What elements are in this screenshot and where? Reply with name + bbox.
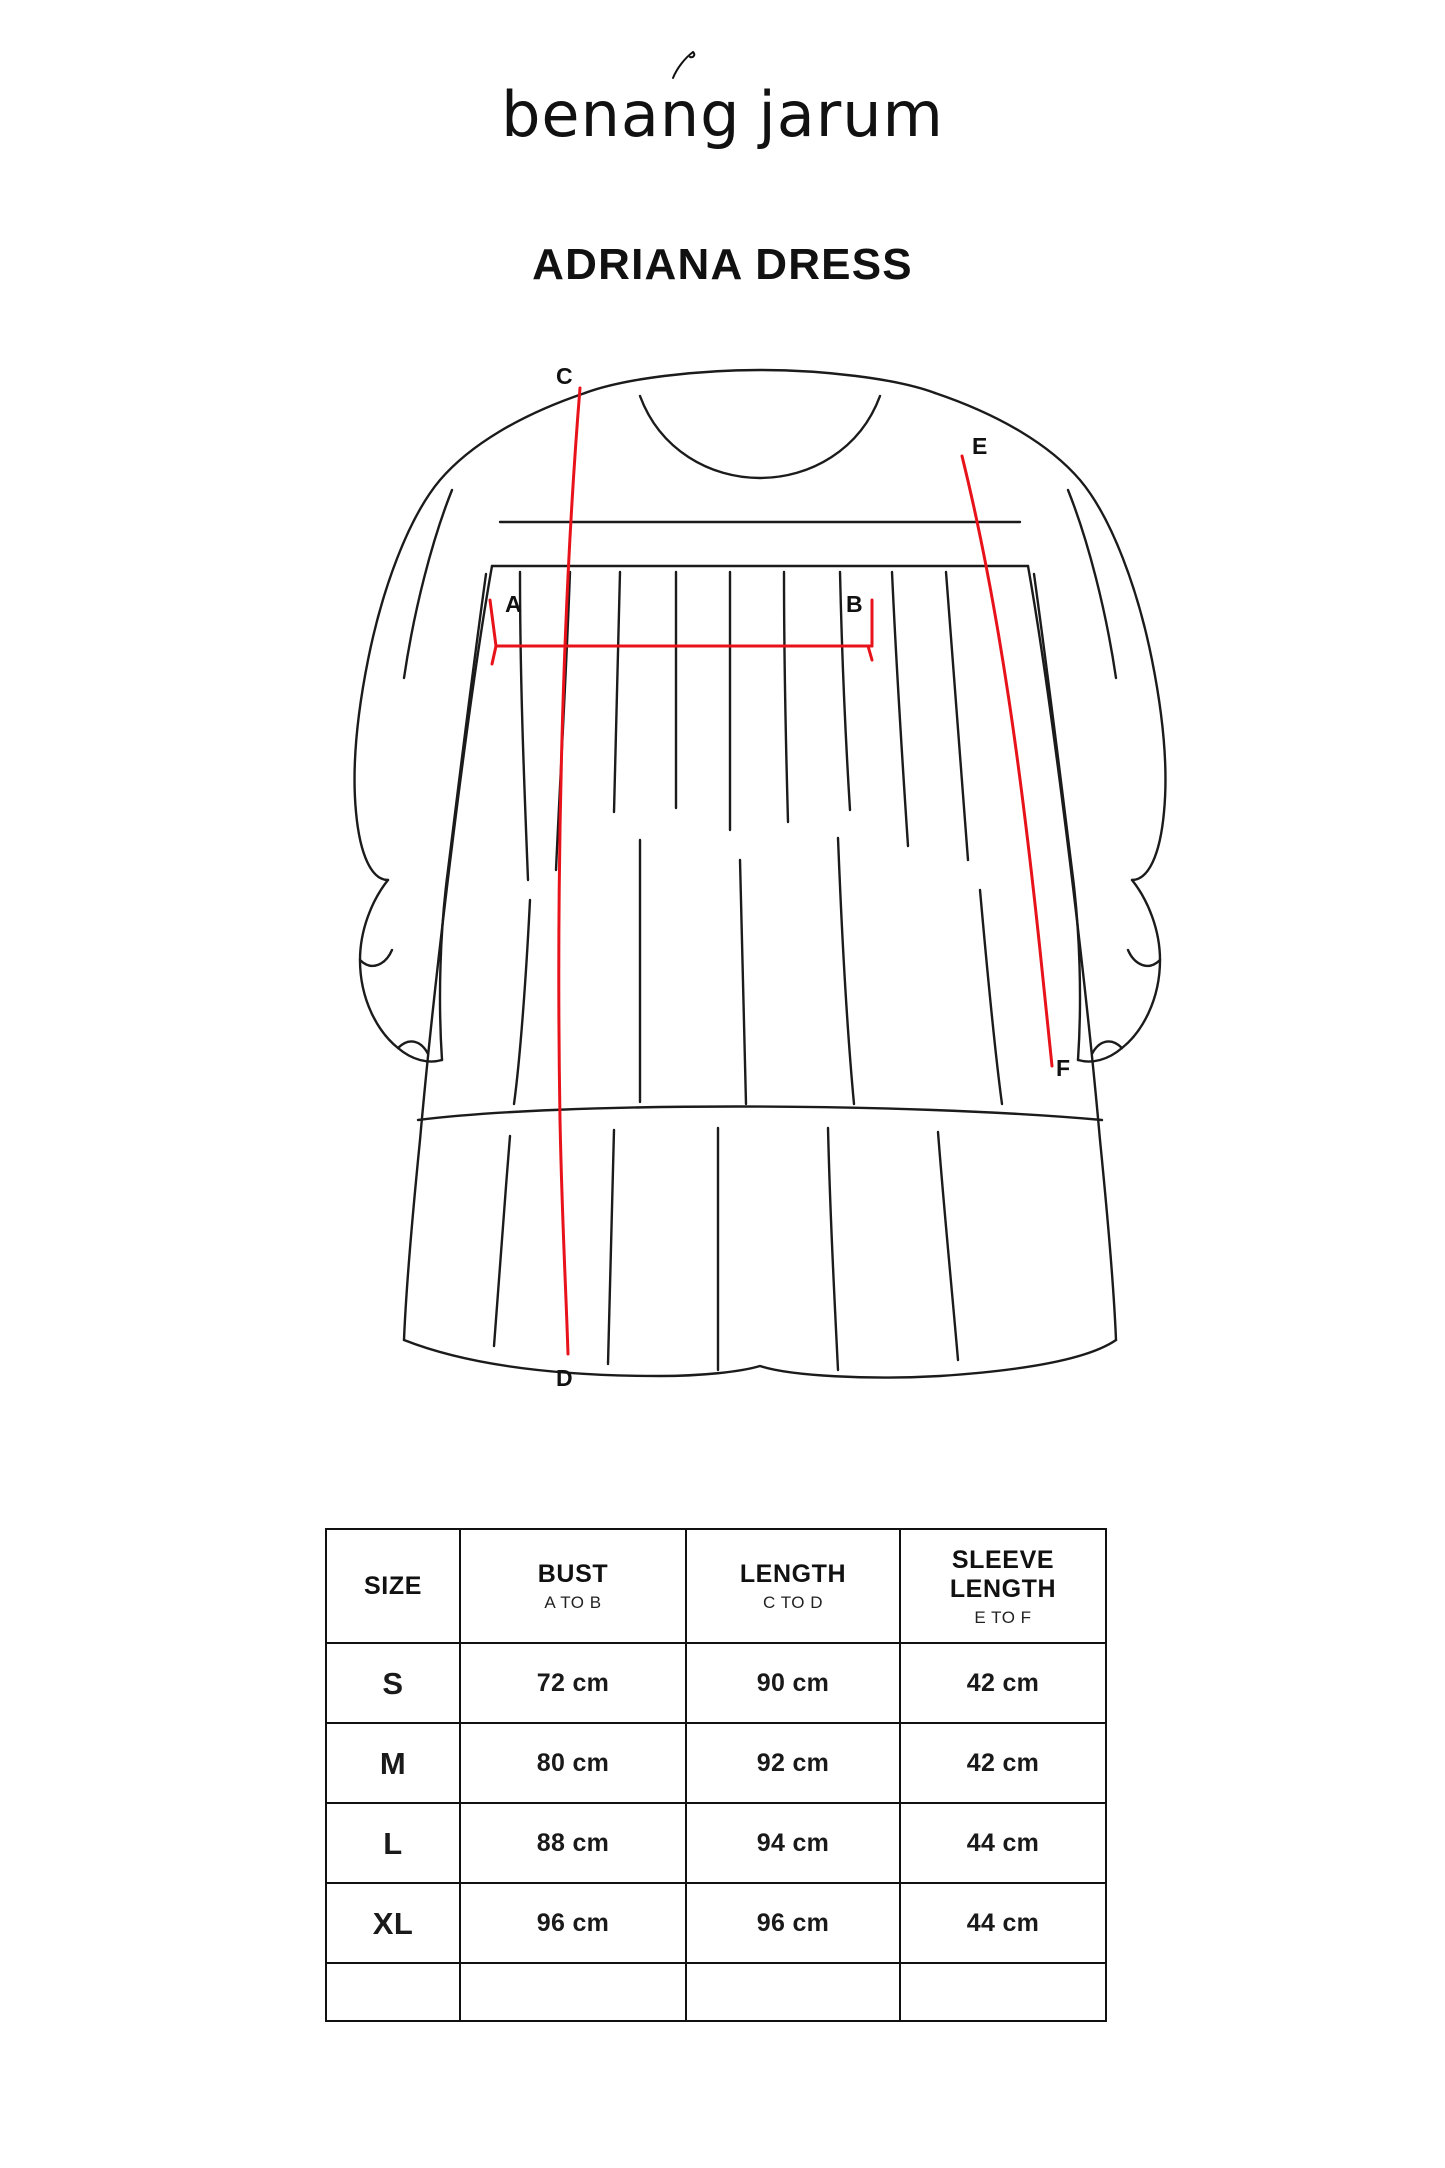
cell-length: 92 cm <box>686 1723 900 1803</box>
header-length-label: LENGTH <box>739 1560 847 1589</box>
spacer-cell <box>460 1963 686 2021</box>
cell-length: 96 cm <box>686 1883 900 1963</box>
cell-sleeve: 44 cm <box>900 1803 1106 1883</box>
header-size-label: SIZE <box>364 1572 422 1601</box>
spacer-cell <box>326 1963 460 2021</box>
cell-length: 94 cm <box>686 1803 900 1883</box>
brand-word-one: benang <box>501 78 741 151</box>
cell-bust: 80 cm <box>460 1723 686 1803</box>
measurement-lines <box>490 388 1052 1354</box>
dress-technical-drawing <box>0 360 1445 1440</box>
spacer-cell <box>900 1963 1106 2021</box>
table-row <box>326 1723 1106 1803</box>
cell-sleeve: 42 cm <box>900 1723 1106 1803</box>
point-label-b: B <box>846 591 863 617</box>
brand-word-two: jarum <box>758 78 944 151</box>
size-table <box>325 1528 1107 2022</box>
table-row <box>326 1883 1106 1963</box>
cell-bust: 72 cm <box>460 1643 686 1723</box>
point-labels <box>505 363 1070 1391</box>
point-label-e: E <box>972 433 988 459</box>
header-bust-sublabel: A TO B <box>544 1593 602 1613</box>
header-length-sublabel: C TO D <box>763 1593 823 1613</box>
cell-sleeve: 44 cm <box>900 1883 1106 1963</box>
header-sleeve-sublabel: E TO F <box>974 1607 1032 1627</box>
point-label-c: C <box>556 363 573 389</box>
crochet-hook-icon <box>663 48 703 88</box>
header-bust-label: BUST <box>537 1560 609 1589</box>
header-sleeve-label: SLEEVE LENGTH <box>949 1546 1057 1603</box>
cell-size: S <box>326 1643 460 1723</box>
cell-bust: 88 cm <box>460 1803 686 1883</box>
cell-size: L <box>326 1803 460 1883</box>
table-row <box>326 1643 1106 1723</box>
brand-logo <box>0 78 1445 151</box>
table-row <box>326 1803 1106 1883</box>
size-table-wrapper <box>325 1528 1065 2022</box>
cell-sleeve: 42 cm <box>900 1643 1106 1723</box>
cell-size: XL <box>326 1883 460 1963</box>
cell-bust: 96 cm <box>460 1883 686 1963</box>
point-label-d: D <box>556 1365 573 1391</box>
cell-length: 90 cm <box>686 1643 900 1723</box>
page-title: ADRIANA DRESS <box>532 240 913 289</box>
point-label-f: F <box>1056 1055 1071 1081</box>
table-header-row <box>326 1529 1106 1643</box>
header-length <box>686 1529 900 1643</box>
table-footer-spacer <box>326 1963 1106 2021</box>
cell-size: M <box>326 1723 460 1803</box>
header-bust <box>460 1529 686 1643</box>
spacer-cell <box>686 1963 900 2021</box>
point-label-a: A <box>505 591 522 617</box>
dress-diagram-svg <box>0 360 1445 1440</box>
header-sleeve <box>900 1529 1106 1643</box>
header-size <box>326 1529 460 1643</box>
